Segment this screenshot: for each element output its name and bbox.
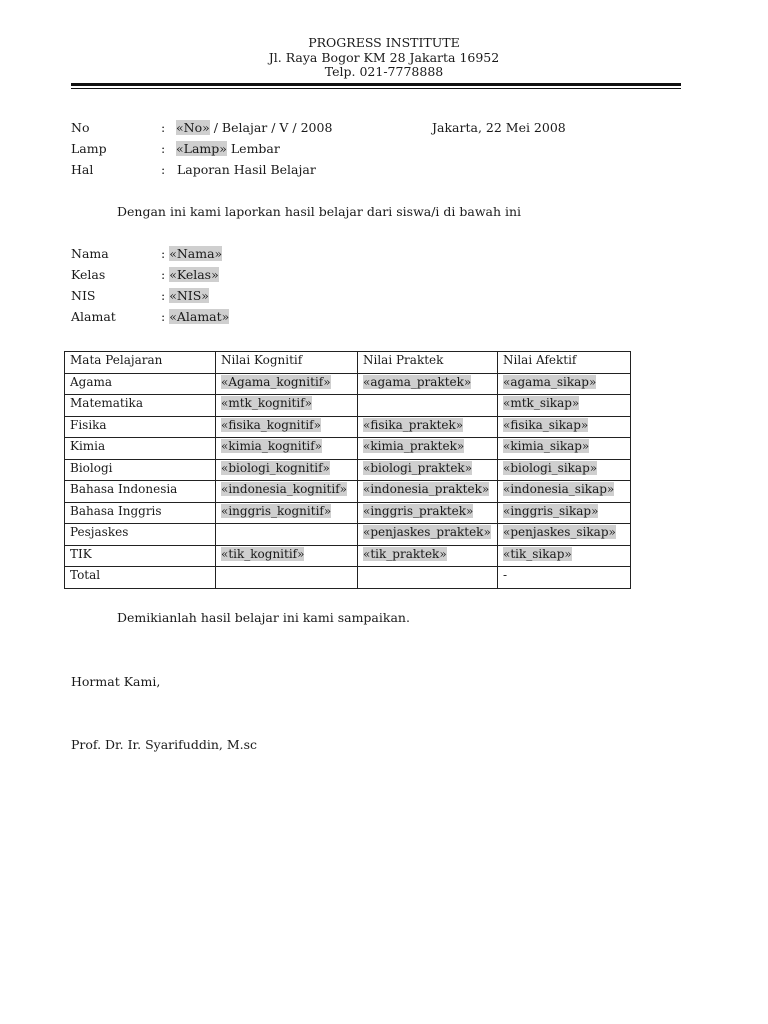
subject-cell: Pesjaskes [65, 524, 216, 546]
hal-value: Laporan Hasil Belajar [177, 162, 316, 177]
table-row [65, 524, 631, 546]
afektif-cell: «biologi_sikap» [498, 459, 631, 481]
hal-label: Hal [71, 162, 94, 177]
praktek-cell: «kimia_praktek» [358, 438, 498, 460]
table-row [65, 545, 631, 567]
table-row [65, 416, 631, 438]
letterhead-divider-thin [71, 88, 681, 89]
total-afektif-cell: - [498, 567, 631, 589]
institution-phone: Telp. 021-7778888 [324, 64, 444, 79]
table-header-row [65, 352, 631, 374]
afektif-cell: «agama_sikap» [498, 373, 631, 395]
closing-greeting: Hormat Kami, [71, 674, 161, 689]
total-kognitif-cell [216, 567, 358, 589]
subject-cell: Agama [65, 373, 216, 395]
alamat-label: Alamat [71, 309, 116, 324]
no-suffix: / Belajar / V / 2008 [209, 120, 333, 135]
lamp-suffix: Lembar [226, 141, 280, 156]
nama-merge-field: «Nama» [169, 246, 223, 261]
nama-value [161, 246, 222, 261]
subject-cell: Biologi [65, 459, 216, 481]
total-praktek-cell [358, 567, 498, 589]
kognitif-cell: «tik_kognitif» [216, 545, 358, 567]
table-total-row [65, 567, 631, 589]
header-nilai-afektif: Nilai Afektif [498, 352, 631, 374]
alamat-merge-field: «Alamat» [169, 309, 230, 324]
institution-name: PROGRESS INSTITUTE [308, 35, 460, 50]
kognitif-cell: «inggris_kognitif» [216, 502, 358, 524]
header-nilai-kognitif: Nilai Kognitif [216, 352, 358, 374]
no-value [176, 120, 332, 135]
lamp-colon: : [161, 141, 166, 156]
total-label-cell: Total [65, 567, 216, 589]
praktek-cell: «tik_praktek» [358, 545, 498, 567]
no-merge-field: «No» [176, 120, 210, 135]
signatory-name: Prof. Dr. Ir. Syarifuddin, M.sc [71, 737, 258, 752]
closing-paragraph: Demikianlah hasil belajar ini kami sampaikan. [117, 610, 410, 625]
nis-merge-field: «NIS» [169, 288, 209, 303]
institution-address: Jl. Raya Bogor KM 28 Jakarta 16952 [268, 49, 500, 65]
header-nilai-praktek: Nilai Praktek [358, 352, 498, 374]
alamat-colon: : [161, 309, 170, 324]
table-row [65, 373, 631, 395]
lamp-merge-field: «Lamp» [176, 141, 227, 156]
no-label: No [71, 120, 90, 135]
no-colon: : [161, 120, 166, 135]
kelas-colon: : [161, 267, 170, 282]
table-row [65, 438, 631, 460]
table-row [65, 459, 631, 481]
nama-label: Nama [71, 246, 109, 261]
letter-date: Jakarta, 22 Mei 2008 [432, 120, 566, 135]
praktek-cell: «indonesia_praktek» [358, 481, 498, 503]
kelas-merge-field: «Kelas» [169, 267, 219, 282]
letterhead-divider-thick [71, 83, 681, 86]
table-row [65, 502, 631, 524]
hal-colon: : [161, 162, 166, 177]
alamat-value [161, 309, 229, 324]
lamp-value [176, 141, 280, 156]
kognitif-cell: «fisika_kognitif» [216, 416, 358, 438]
subject-cell: Bahasa Inggris [65, 502, 216, 524]
intro-paragraph: Dengan ini kami laporkan hasil belajar dari siswa/i di bawah ini [117, 204, 522, 219]
praktek-cell: «inggris_praktek» [358, 502, 498, 524]
subject-cell: Kimia [65, 438, 216, 460]
kognitif-cell: «mtk_kognitif» [216, 395, 358, 417]
kelas-label: Kelas [71, 267, 106, 282]
praktek-cell: «agama_praktek» [358, 373, 498, 395]
kognitif-cell: «indonesia_kognitif» [216, 481, 358, 503]
kelas-value [161, 267, 219, 282]
afektif-cell: «fisika_sikap» [498, 416, 631, 438]
afektif-cell: «penjaskes_sikap» [498, 524, 631, 546]
praktek-cell: «penjaskes_praktek» [358, 524, 498, 546]
table-row [65, 395, 631, 417]
nis-value [161, 288, 209, 303]
subject-cell: TIK [65, 545, 216, 567]
afektif-cell: «inggris_sikap» [498, 502, 631, 524]
nis-label: NIS [71, 288, 96, 303]
kognitif-cell: «Agama_kognitif» [216, 373, 358, 395]
nis-colon: : [161, 288, 170, 303]
subject-cell: Matematika [65, 395, 216, 417]
letterhead [0, 36, 768, 80]
praktek-cell: «fisika_praktek» [358, 416, 498, 438]
afektif-cell: «kimia_sikap» [498, 438, 631, 460]
afektif-cell: «indonesia_sikap» [498, 481, 631, 503]
afektif-cell: «mtk_sikap» [498, 395, 631, 417]
kognitif-cell [216, 524, 358, 546]
nama-colon: : [161, 246, 170, 261]
afektif-cell: «tik_sikap» [498, 545, 631, 567]
kognitif-cell: «biologi_kognitif» [216, 459, 358, 481]
lamp-label: Lamp [71, 141, 107, 156]
praktek-cell [358, 395, 498, 417]
kognitif-cell: «kimia_kognitif» [216, 438, 358, 460]
header-mata-pelajaran: Mata Pelajaran [65, 352, 216, 374]
subject-cell: Fisika [65, 416, 216, 438]
table-row [65, 481, 631, 503]
grades-table [64, 351, 631, 589]
subject-cell: Bahasa Indonesia [65, 481, 216, 503]
praktek-cell: «biologi_praktek» [358, 459, 498, 481]
